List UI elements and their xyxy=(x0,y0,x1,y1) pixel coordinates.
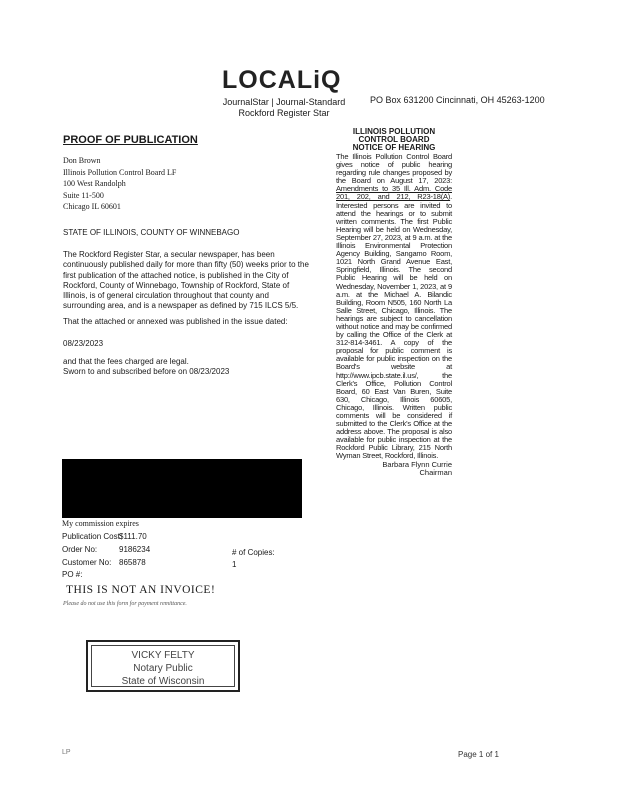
publications-line-1: JournalStar | Journal-Standard xyxy=(222,97,346,107)
recipient-address xyxy=(63,155,176,213)
address-line: Illinois Pollution Control Board LF xyxy=(63,167,177,177)
order-number-row xyxy=(62,545,151,554)
fees-sworn-block xyxy=(63,357,229,378)
address-line: Chicago IL 60601 xyxy=(63,202,121,211)
not-an-invoice-notice: THIS IS NOT AN INVOICE! xyxy=(66,584,216,596)
legal-notice-clipping xyxy=(336,128,452,477)
po-number-label: PO #: xyxy=(62,570,83,579)
customer-number-row xyxy=(62,558,146,567)
po-number-row xyxy=(62,570,82,579)
copies-count xyxy=(232,547,275,571)
notice-heading-line: ILLINOIS POLLUTION xyxy=(352,127,436,136)
commission-expires: My commission expires xyxy=(62,519,139,528)
order-number-label: Order No: xyxy=(62,545,98,554)
notice-heading xyxy=(336,128,452,152)
redacted-signature-block xyxy=(62,459,302,518)
address-line: Suite 11-500 xyxy=(63,190,104,200)
copies-value: 1 xyxy=(232,560,237,569)
notice-body-details: . Interested persons are invited to attend the hearings or to submit written comments. The first Public Hearing will be held on Wednesday, September 27, 2023, at 9 a.m. at the Illinois Environmental Protection Agency Building, Sangamo Room, 1021 North Grand Avenue East, Springfield, Illinois. The second Public Hearing will be held on Wednesday, November 1, 2023, at 9 a.m. at the Michael A. Bilandic Building, Room N505, 160 North La Salle Street, Chicago, Illinois. The hearings are subject to cancellation without notice and may be confirmed by calling the Office of the Clerk at 312-814-3461. A copy of the proposal for public comment is available for public inspection on the Board's website at http://www.ipcb.state.il.us/, the Clerk's Office, Pollution Control Board, 60 East Van Buren, Suite 630, Chicago, Illinois 60605, Chicago, Illinois. Written public comments will be considered if submitted to the Clerk's Office at the address above. The proposal is also available for public inspection at the Rockford Public Library, 215 North Wyman Street, Rockford, Illinois. xyxy=(336,192,452,461)
state-county-line: STATE OF ILLINOIS, COUNTY OF WINNEBAGO xyxy=(63,228,240,237)
po-box-address: PO Box 631200 Cincinnati, OH 45263-1200 xyxy=(370,95,545,105)
notice-body xyxy=(336,153,452,461)
notice-heading-line: CONTROL BOARD xyxy=(358,135,430,144)
sworn-line: Sworn to and subscribed before on 08/23/2023 xyxy=(63,367,230,377)
notice-rule-reference: Amendments to 35 Ill. Adm. Code 201, 202, and 212, R23-18(A) xyxy=(336,184,452,202)
order-number-value: 9186234 xyxy=(119,545,151,554)
issue-date: 08/23/2023 xyxy=(63,339,104,348)
notice-signature xyxy=(336,461,452,477)
publication-cost-label: Publication Cost: xyxy=(62,532,123,541)
notary-state: State of Wisconsin xyxy=(121,676,205,687)
publications-line-2: Rockford Register Star xyxy=(238,108,330,118)
notary-stamp-inner xyxy=(91,645,235,687)
address-line: 100 West Randolph xyxy=(63,179,126,188)
notary-stamp xyxy=(86,640,240,692)
page-number: Page 1 of 1 xyxy=(458,750,499,759)
notary-title: Notary Public xyxy=(133,663,193,674)
address-line: Don Brown xyxy=(63,156,101,165)
publication-names xyxy=(216,97,352,119)
customer-number-label: Customer No: xyxy=(62,558,112,567)
copies-label: # of Copies: xyxy=(232,548,275,557)
notary-name: VICKY FELTY xyxy=(131,650,195,661)
published-issue-line: That the attached or annexed was published in the issue dated: xyxy=(63,317,288,326)
document-title: PROOF OF PUBLICATION xyxy=(63,134,198,146)
publication-cost-row xyxy=(62,532,147,541)
notice-heading-line: NOTICE OF HEARING xyxy=(352,143,436,152)
signer-title: Chairman xyxy=(419,467,452,477)
localiq-logo: LOCALiQ xyxy=(222,66,342,94)
customer-number-value: 865878 xyxy=(119,558,146,567)
remittance-note: Please do not use this form for payment remittance. xyxy=(63,601,187,607)
publication-affidavit-paragraph: The Rockford Register Star, a secular newspaper, has been continuously published daily for more than fifty (50) weeks prior to the first publication of the attached notice, is published in the City of Rockford, County of Winnebago, Township of Rockford, State of Illinois, is of general circulation throughout that county and surrounding area, and is a newspaper as defined by 715 ILCS 5/5. xyxy=(63,250,309,311)
corner-mark: LP xyxy=(62,749,71,756)
notice-body-intro: The Illinois Pollution Control Board gives notice of public hearing regarding rule changes proposed by the Board on August 17, 2023: xyxy=(336,152,452,186)
fees-line: and that the fees charged are legal. xyxy=(63,357,189,366)
signer-name: Barbara Flynn Currie xyxy=(382,459,452,469)
publication-cost-value: $111.70 xyxy=(119,532,147,541)
